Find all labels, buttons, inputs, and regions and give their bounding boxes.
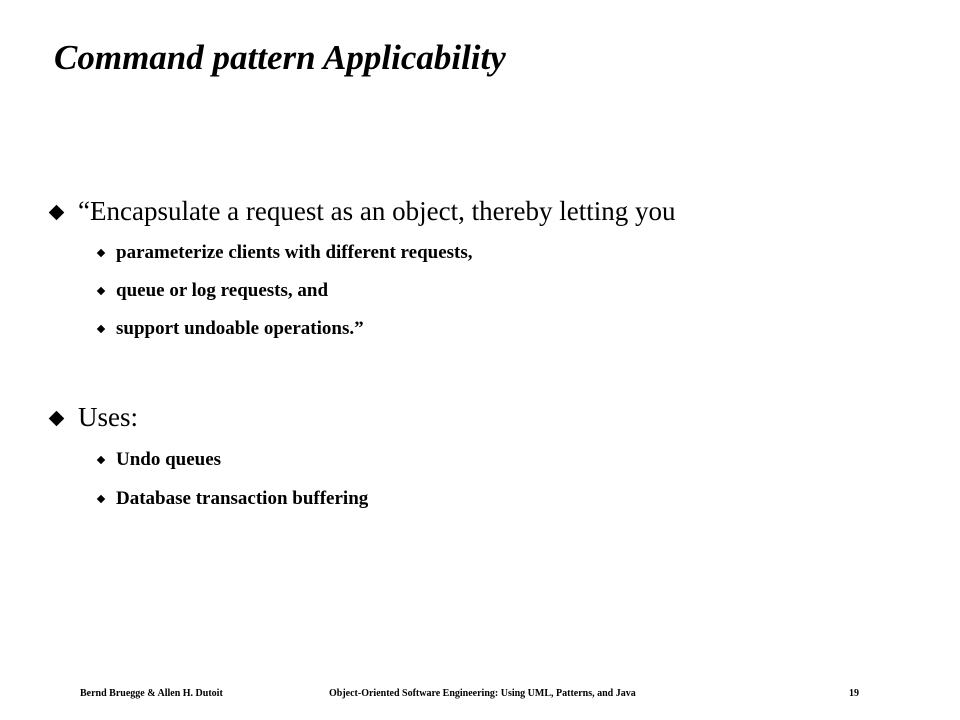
subbullet-parameterize: [98, 243, 473, 262]
subbullet-text: Database transaction buffering: [116, 488, 369, 509]
diamond-bullet-icon: [97, 455, 105, 463]
bullet-text: Uses:: [78, 402, 138, 432]
subbullet-undoable: [98, 319, 364, 338]
subbullet-undo-queues: [98, 450, 221, 469]
subbullet-database-buffering: [98, 489, 368, 508]
subbullet-text: support undoable operations.”: [116, 318, 364, 339]
subbullet-queue: [98, 281, 328, 300]
footer-book-title: Object-Oriented Software Engineering: Using UML, Patterns, and Java: [329, 688, 636, 699]
diamond-bullet-icon: [97, 248, 105, 256]
bullet-uses: [51, 404, 138, 431]
subbullet-text: Undo queues: [116, 449, 222, 470]
diamond-bullet-icon: [49, 205, 65, 221]
footer-authors: Bernd Bruegge & Allen H. Dutoit: [80, 688, 223, 699]
diamond-bullet-icon: [49, 411, 65, 427]
diamond-bullet-icon: [97, 494, 105, 502]
diamond-bullet-icon: [97, 324, 105, 332]
bullet-encapsulate: [51, 198, 676, 225]
subbullet-text: parameterize clients with different requests,: [116, 242, 473, 263]
subbullet-text: queue or log requests, and: [116, 280, 329, 301]
diamond-bullet-icon: [97, 286, 105, 294]
bullet-text: “Encapsulate a request as an object, thereby letting you: [78, 196, 676, 226]
footer-page-number: 19: [849, 688, 859, 699]
slide-title: Command pattern Applicability: [54, 38, 506, 77]
